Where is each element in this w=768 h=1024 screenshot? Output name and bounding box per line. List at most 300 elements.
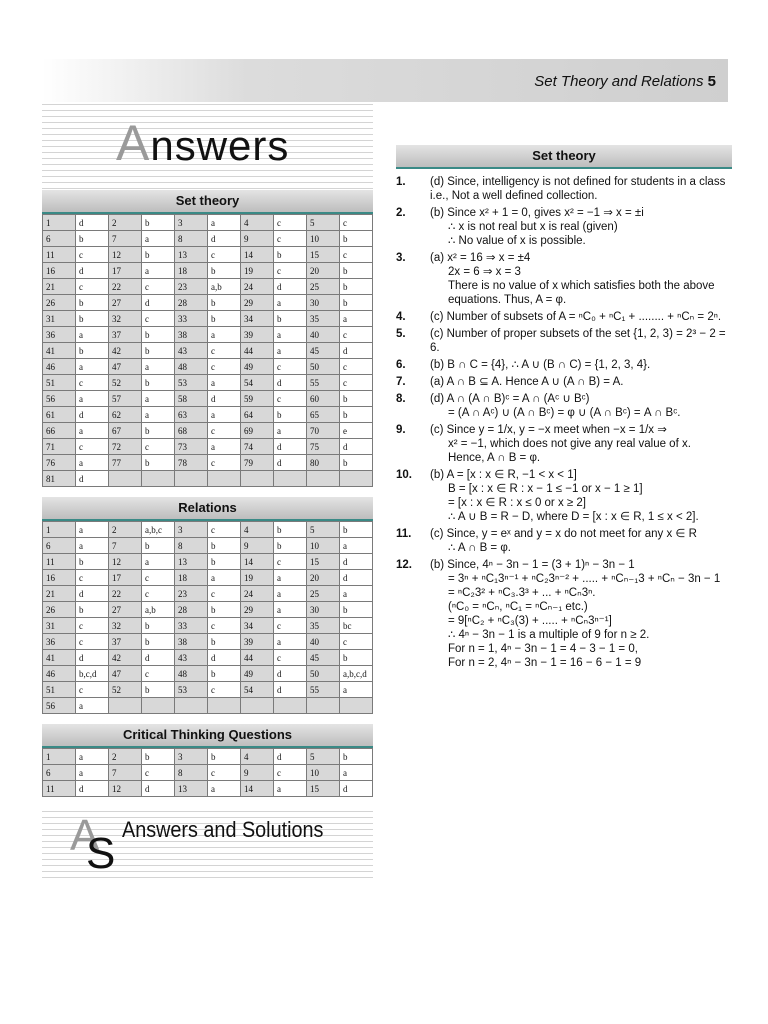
answer-cell: a,b,c — [142, 522, 175, 538]
question-number-cell: 2 — [109, 749, 142, 765]
solution-item — [396, 375, 732, 389]
solution-item — [396, 310, 732, 324]
question-number-cell: 6 — [43, 231, 76, 247]
answer-cell — [208, 698, 241, 714]
answer-cell: a — [274, 781, 307, 797]
solution-line: x² = −1, which does not give any real value of x. — [448, 438, 691, 450]
answer-cell: b — [208, 295, 241, 311]
answer-cell: c — [142, 666, 175, 682]
question-number-cell: 73 — [175, 439, 208, 455]
question-number-cell — [241, 471, 274, 487]
answer-cell: c — [208, 423, 241, 439]
question-number-cell: 35 — [307, 618, 340, 634]
question-number-cell: 50 — [307, 359, 340, 375]
solution-line: (c) Since, y = eˣ and y = x do not meet for any x ∈ R — [430, 528, 697, 540]
answer-cell: a — [76, 391, 109, 407]
answer-cell: c — [76, 247, 109, 263]
question-number-cell — [109, 698, 142, 714]
answer-cell: b — [208, 666, 241, 682]
answer-cell: a — [76, 359, 109, 375]
answer-cell: a — [76, 749, 109, 765]
answer-cell: a — [208, 570, 241, 586]
table-row — [43, 618, 373, 634]
solution-number: 2. — [396, 207, 406, 219]
solution-line: ∴ 4ⁿ − 3n − 1 is a multiple of 9 for n ≥ 2. — [448, 629, 650, 641]
question-number-cell: 29 — [241, 295, 274, 311]
question-number-cell: 15 — [307, 781, 340, 797]
solution-line: (c) Number of subsets of A = ⁿC₀ + ⁿC₁ + ........ + ⁿCₙ = 2ⁿ. — [430, 311, 722, 323]
answer-cell: d — [340, 570, 373, 586]
question-number-cell: 44 — [241, 650, 274, 666]
answer-cell: d — [274, 666, 307, 682]
answer-table — [42, 521, 373, 714]
solution-number: 5. — [396, 328, 406, 340]
answer-cell: a,b,c,d — [340, 666, 373, 682]
answer-cell: a — [142, 263, 175, 279]
question-number-cell: 35 — [307, 311, 340, 327]
question-number-cell — [241, 698, 274, 714]
solutions-list — [396, 175, 732, 670]
question-number-cell: 11 — [43, 781, 76, 797]
answer-cell: b — [340, 295, 373, 311]
question-number-cell: 10 — [307, 538, 340, 554]
answer-cell: a,b — [142, 602, 175, 618]
question-number-cell: 55 — [307, 682, 340, 698]
question-number-cell: 20 — [307, 570, 340, 586]
table-row — [43, 343, 373, 359]
question-number-cell: 8 — [175, 765, 208, 781]
question-number-cell — [109, 471, 142, 487]
question-number-cell: 14 — [241, 554, 274, 570]
solution-item — [396, 358, 732, 372]
question-number-cell: 53 — [175, 682, 208, 698]
solution-line: (d) A ∩ (A ∩ B)ᶜ = A ∩ (Aᶜ ∪ Bᶜ) — [430, 393, 590, 405]
question-number-cell: 75 — [307, 439, 340, 455]
answer-cell: b — [274, 522, 307, 538]
question-number-cell — [307, 698, 340, 714]
table-row — [43, 439, 373, 455]
question-number-cell: 38 — [175, 327, 208, 343]
question-number-cell: 21 — [43, 586, 76, 602]
question-number-cell: 24 — [241, 279, 274, 295]
answer-cell: a — [76, 423, 109, 439]
answer-cell: b — [142, 343, 175, 359]
question-number-cell: 24 — [241, 586, 274, 602]
table-row — [43, 538, 373, 554]
question-number-cell: 34 — [241, 311, 274, 327]
question-number-cell: 69 — [241, 423, 274, 439]
question-number-cell: 58 — [175, 391, 208, 407]
table-row — [43, 231, 373, 247]
table-row — [43, 650, 373, 666]
question-number-cell: 13 — [175, 554, 208, 570]
page-number: 5 — [707, 73, 716, 90]
answer-cell: d — [340, 781, 373, 797]
solution-item — [396, 527, 732, 555]
question-number-cell: 44 — [241, 343, 274, 359]
answer-cell: a — [340, 538, 373, 554]
answer-cell: a — [208, 215, 241, 231]
question-number-cell: 33 — [175, 311, 208, 327]
solution-line: (a) x² = 16 ⇒ x = ±4 — [430, 252, 531, 264]
question-number-cell: 47 — [109, 666, 142, 682]
question-number-cell: 28 — [175, 602, 208, 618]
solution-number: 10. — [396, 469, 412, 481]
solutions-section-title: Set theory — [396, 145, 732, 169]
answer-cell: c — [274, 215, 307, 231]
question-number-cell: 3 — [175, 749, 208, 765]
question-number-cell: 40 — [307, 327, 340, 343]
table-row — [43, 455, 373, 471]
question-number-cell: 59 — [241, 391, 274, 407]
question-number-cell: 36 — [43, 327, 76, 343]
answer-cell: d — [76, 586, 109, 602]
question-number-cell: 52 — [109, 375, 142, 391]
answer-cell: a — [274, 602, 307, 618]
table-row — [43, 391, 373, 407]
answer-section-title: Relations — [42, 497, 373, 521]
answer-cell: b — [76, 554, 109, 570]
answer-cell: d — [274, 682, 307, 698]
question-number-cell: 11 — [43, 554, 76, 570]
table-row — [43, 407, 373, 423]
question-number-cell: 5 — [307, 215, 340, 231]
answer-cell: c — [142, 439, 175, 455]
question-number-cell: 8 — [175, 231, 208, 247]
answer-cell: c — [142, 279, 175, 295]
table-row — [43, 311, 373, 327]
answer-cell: b — [142, 618, 175, 634]
question-number-cell: 32 — [109, 618, 142, 634]
answer-cell: a — [340, 311, 373, 327]
table-row — [43, 682, 373, 698]
solution-item — [396, 206, 732, 248]
answer-cell: c — [208, 359, 241, 375]
answer-cell: c — [274, 391, 307, 407]
question-number-cell: 72 — [109, 439, 142, 455]
answer-cell: b — [76, 231, 109, 247]
solution-line: = [x : x ∈ R : x ≤ 0 or x ≥ 2] — [448, 497, 586, 509]
question-number-cell: 47 — [109, 359, 142, 375]
answer-cell: b — [340, 263, 373, 279]
question-number-cell: 52 — [109, 682, 142, 698]
question-number-cell: 5 — [307, 749, 340, 765]
question-number-cell: 31 — [43, 311, 76, 327]
question-number-cell: 17 — [109, 570, 142, 586]
question-number-cell: 64 — [241, 407, 274, 423]
answer-cell: b — [208, 263, 241, 279]
solution-line: There is no value of x which satisfies both the above equations. Thus, A = φ. — [448, 280, 715, 306]
answer-cell: a — [340, 765, 373, 781]
question-number-cell: 19 — [241, 263, 274, 279]
solution-item — [396, 392, 732, 420]
answer-cell: a — [274, 634, 307, 650]
answer-cell: a — [76, 522, 109, 538]
question-number-cell: 12 — [109, 247, 142, 263]
table-row — [43, 698, 373, 714]
solution-line: (b) Since, 4ⁿ − 3n − 1 = (3 + 1)ⁿ − 3n − 1 — [430, 559, 635, 571]
question-number-cell: 28 — [175, 295, 208, 311]
question-number-cell: 3 — [175, 215, 208, 231]
question-number-cell: 41 — [43, 343, 76, 359]
question-number-cell: 26 — [43, 295, 76, 311]
solution-line: (d) Since, intelligency is not defined for students in a class i.e., Not a well defined collection. — [430, 176, 726, 202]
answer-cell: c — [76, 618, 109, 634]
answer-cell: c — [208, 247, 241, 263]
question-number-cell: 23 — [175, 279, 208, 295]
solution-line: = 3ⁿ + ⁿC₁3ⁿ⁻¹ + ⁿC₂3ⁿ⁻² + ..... + ⁿCₙ₋₁3 + ⁿCₙ − 3n − 1 — [448, 573, 721, 585]
question-number-cell: 6 — [43, 538, 76, 554]
answer-cell: d — [340, 343, 373, 359]
answer-cell: a — [208, 375, 241, 391]
question-number-cell: 45 — [307, 343, 340, 359]
table-row — [43, 471, 373, 487]
table-row — [43, 634, 373, 650]
answer-cell: c — [76, 634, 109, 650]
answer-cell: c — [208, 586, 241, 602]
question-number-cell: 21 — [43, 279, 76, 295]
answer-section-title: Set theory — [42, 190, 373, 214]
answer-cell: b — [340, 749, 373, 765]
question-number-cell: 4 — [241, 522, 274, 538]
question-number-cell: 29 — [241, 602, 274, 618]
answer-cell: b — [340, 650, 373, 666]
answer-cell — [274, 698, 307, 714]
question-number-cell: 68 — [175, 423, 208, 439]
table-row — [43, 765, 373, 781]
question-number-cell: 48 — [175, 359, 208, 375]
solution-line: Hence, A ∩ B = φ. — [448, 452, 541, 464]
answer-cell: c — [208, 618, 241, 634]
question-number-cell: 67 — [109, 423, 142, 439]
question-number-cell: 55 — [307, 375, 340, 391]
answer-cell: c — [142, 570, 175, 586]
table-row — [43, 570, 373, 586]
question-number-cell: 7 — [109, 538, 142, 554]
solution-line: (c) Number of proper subsets of the set {1, 2, 3) = 2³ − 2 = 6. — [430, 328, 726, 354]
solution-item — [396, 327, 732, 355]
answer-cell: a — [142, 359, 175, 375]
question-number-cell: 56 — [43, 698, 76, 714]
answer-cell: c — [274, 765, 307, 781]
answer-cell: d — [274, 279, 307, 295]
solution-line: (b) Since x² + 1 = 0, gives x² = −1 ⇒ x = ±i — [430, 207, 644, 219]
question-number-cell: 74 — [241, 439, 274, 455]
question-number-cell: 22 — [109, 279, 142, 295]
answer-cell: b — [142, 455, 175, 471]
table-row — [43, 279, 373, 295]
solution-number: 8. — [396, 393, 406, 405]
question-number-cell: 39 — [241, 327, 274, 343]
solution-number: 9. — [396, 424, 406, 436]
question-number-cell: 15 — [307, 247, 340, 263]
question-number-cell: 13 — [175, 247, 208, 263]
question-number-cell: 25 — [307, 586, 340, 602]
question-number-cell: 18 — [175, 570, 208, 586]
solution-line: ∴ A ∪ B = R − D, where D = [x : x ∈ R, 1 ≤ x < 2]. — [448, 511, 699, 523]
answer-cell: b — [142, 538, 175, 554]
question-number-cell: 43 — [175, 650, 208, 666]
question-number-cell: 9 — [241, 231, 274, 247]
solution-line: (a) A ∩ B ⊆ A. Hence A ∪ (A ∩ B) = A. — [430, 376, 624, 388]
table-row — [43, 263, 373, 279]
solutions-column — [396, 145, 732, 673]
answer-cell: a — [76, 698, 109, 714]
answer-cell: c — [274, 231, 307, 247]
answer-cell — [340, 698, 373, 714]
answer-cell: c — [208, 343, 241, 359]
answer-cell: a — [340, 682, 373, 698]
question-number-cell: 25 — [307, 279, 340, 295]
question-number-cell: 43 — [175, 343, 208, 359]
question-number-cell: 45 — [307, 650, 340, 666]
solution-line: B = [x : x ∈ R : x − 1 ≤ −1 or x − 1 ≥ 1] — [448, 483, 643, 495]
solution-line: = 9[ⁿC₂ + ⁿC₃(3) + ..... + ⁿCₙ3ⁿ⁻¹] — [448, 615, 612, 627]
table-row — [43, 215, 373, 231]
answer-cell — [208, 471, 241, 487]
question-number-cell: 53 — [175, 375, 208, 391]
answer-cell: a,b — [208, 279, 241, 295]
question-number-cell: 13 — [175, 781, 208, 797]
solution-number: 1. — [396, 176, 406, 188]
answer-cell: a — [340, 586, 373, 602]
answer-cell: b — [142, 327, 175, 343]
question-number-cell: 51 — [43, 682, 76, 698]
question-number-cell: 54 — [241, 375, 274, 391]
table-row — [43, 247, 373, 263]
question-number-cell: 4 — [241, 749, 274, 765]
question-number-cell: 7 — [109, 765, 142, 781]
question-number-cell: 19 — [241, 570, 274, 586]
answer-cell: a — [76, 327, 109, 343]
question-number-cell: 22 — [109, 586, 142, 602]
solution-line: ∴ No value of x is possible. — [448, 235, 586, 247]
question-number-cell: 5 — [307, 522, 340, 538]
answer-cell: e — [340, 423, 373, 439]
solution-line: ∴ x is not real but x is real (given) — [448, 221, 618, 233]
solution-line: (b) B ∩ C = {4}, ∴ A ∪ (B ∩ C) = {1, 2, 3, 4}. — [430, 359, 651, 371]
question-number-cell: 30 — [307, 602, 340, 618]
answer-cell: a — [274, 343, 307, 359]
question-number-cell: 42 — [109, 343, 142, 359]
question-number-cell: 61 — [43, 407, 76, 423]
question-number-cell — [175, 471, 208, 487]
answer-cell: a — [274, 586, 307, 602]
question-number-cell: 12 — [109, 554, 142, 570]
solution-item — [396, 423, 732, 465]
table-row — [43, 586, 373, 602]
question-number-cell: 62 — [109, 407, 142, 423]
answer-cell: b — [340, 455, 373, 471]
answer-cell: a — [274, 295, 307, 311]
solution-line: 2x = 6 ⇒ x = 3 — [448, 266, 521, 278]
question-number-cell: 46 — [43, 666, 76, 682]
answer-cell: c — [274, 618, 307, 634]
answer-cell: d — [76, 263, 109, 279]
answer-cell: b — [142, 247, 175, 263]
solution-line: (c) Since y = 1/x, y = −x meet when −x = 1/x ⇒ — [430, 424, 667, 436]
question-number-cell: 33 — [175, 618, 208, 634]
solution-item — [396, 175, 732, 203]
answer-cell: b — [274, 538, 307, 554]
answer-cell: c — [76, 279, 109, 295]
answer-cell: d — [208, 391, 241, 407]
question-number-cell: 11 — [43, 247, 76, 263]
solution-number: 6. — [396, 359, 406, 371]
answer-cell: c — [274, 650, 307, 666]
question-number-cell: 49 — [241, 359, 274, 375]
question-number-cell: 6 — [43, 765, 76, 781]
answer-cell: b — [340, 407, 373, 423]
answer-tables — [42, 190, 373, 797]
question-number-cell: 42 — [109, 650, 142, 666]
question-number-cell: 37 — [109, 327, 142, 343]
answer-cell: c — [340, 634, 373, 650]
question-number-cell: 23 — [175, 586, 208, 602]
question-number-cell: 77 — [109, 455, 142, 471]
answer-cell: a — [142, 407, 175, 423]
table-row — [43, 522, 373, 538]
answer-cell: bc — [340, 618, 373, 634]
solution-line: For n = 1, 4ⁿ − 3n − 1 = 4 − 3 − 1 = 0, — [448, 643, 638, 655]
answer-cell: a — [274, 570, 307, 586]
table-row — [43, 666, 373, 682]
question-number-cell: 46 — [43, 359, 76, 375]
table-row — [43, 423, 373, 439]
answer-cell: c — [208, 682, 241, 698]
question-number-cell: 27 — [109, 295, 142, 311]
answers-heading: Answers — [42, 104, 373, 190]
answer-key-column — [42, 104, 373, 881]
answer-cell: b,c,d — [76, 666, 109, 682]
question-number-cell: 1 — [43, 749, 76, 765]
solution-number: 11. — [396, 528, 412, 540]
answer-cell: b — [208, 634, 241, 650]
answer-cell: d — [274, 749, 307, 765]
answer-cell: c — [340, 359, 373, 375]
question-number-cell: 30 — [307, 295, 340, 311]
answer-cell: b — [274, 407, 307, 423]
question-number-cell: 40 — [307, 634, 340, 650]
solution-item — [396, 251, 732, 307]
answer-cell: b — [208, 554, 241, 570]
question-number-cell: 27 — [109, 602, 142, 618]
solution-line: ∴ A ∩ B = φ. — [448, 542, 511, 554]
question-number-cell: 49 — [241, 666, 274, 682]
solution-line: (b) A = [x : x ∈ R, −1 < x < 1] — [430, 469, 577, 481]
question-number-cell: 57 — [109, 391, 142, 407]
question-number-cell: 37 — [109, 634, 142, 650]
answer-cell: c — [340, 215, 373, 231]
answer-cell: a — [208, 407, 241, 423]
question-number-cell: 48 — [175, 666, 208, 682]
question-number-cell: 10 — [307, 231, 340, 247]
answer-cell — [142, 698, 175, 714]
answer-cell: c — [142, 311, 175, 327]
answer-cell: c — [76, 570, 109, 586]
answer-cell: c — [340, 375, 373, 391]
answer-cell: a — [208, 781, 241, 797]
answer-cell: b — [208, 749, 241, 765]
solution-number: 4. — [396, 311, 406, 323]
table-row — [43, 554, 373, 570]
question-number-cell: 34 — [241, 618, 274, 634]
question-number-cell: 2 — [109, 215, 142, 231]
answer-cell: b — [142, 375, 175, 391]
question-number-cell: 9 — [241, 765, 274, 781]
question-number-cell — [307, 471, 340, 487]
question-number-cell: 56 — [43, 391, 76, 407]
